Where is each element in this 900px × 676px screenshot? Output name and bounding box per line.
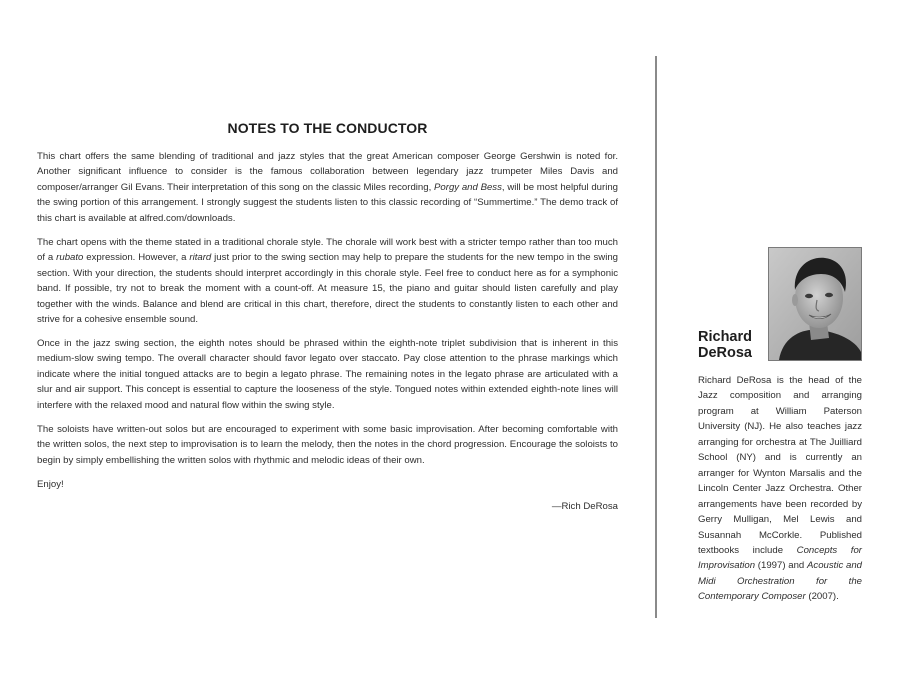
album-title: Porgy and Bess	[434, 181, 502, 193]
author-first-name: Richard	[698, 329, 752, 345]
bio-text-a: Richard DeRosa is the head of the Jazz composition and arranging program at William Paterson University (NJ). He also teaches jazz arranging for orchestra at The Juilliard School (NY) and is currently an arranger for Wynton Marsalis and the Lincoln Center Jazz Orchestra. Other arrangements have been recorded by Gerry Mulligan, Mel Lewis and Susannah McCorkle. Published textbooks include	[698, 375, 862, 556]
paragraph-1-text-a: This chart offers the same blending of traditional and jazz styles that the great American composer George Gershwin is noted for. Another significant influence to consider is the famous collaboration between legendary jazz trumpeter Miles Davis and composer/arranger Gil Evans. Their interpretation of this song on the classic Miles recording,	[37, 151, 618, 193]
bio-text-b: (1997) and	[755, 560, 807, 572]
author-name	[698, 329, 768, 361]
book-title-2: Acoustic and Midi Orchestration for the Contemporary Composer	[698, 560, 862, 603]
column-divider	[655, 56, 657, 618]
paragraph-3: Once in the jazz swing section, the eighth notes should be phrased within the eighth-note triplet subdivision that is inherent in this medium-slow swing tempo. The overall character should favor legato over staccato. Pay close attention to the phrase markings which indicate where the initial tongued attacks are to begin a legato phrase. The remaining notes in the legato phrase are articulated with a slur and air support. This concept is essential to capture the looseness of the style. Tongued notes within extended eighth-note lines will interfere with the relaxed mood and natural flow within the swing style.	[37, 337, 618, 411]
author-last-name: DeRosa	[698, 345, 752, 361]
paragraph-2-text-b: expression. However, a	[83, 252, 190, 264]
conductor-notes	[37, 120, 618, 512]
author-portrait-image	[769, 248, 861, 360]
rubato-term: rubato	[56, 252, 84, 264]
paragraph-1	[37, 149, 618, 226]
author-biography	[698, 373, 862, 605]
book-title-1: Concepts for Improvisation	[698, 544, 862, 572]
author-photo	[768, 247, 862, 361]
paragraph-4: The soloists have written-out solos but are encouraged to experiment with some basic improvisation. After becoming comfortable with the written solos, the next step to improvisation is to learn the melody, then the notes in the chord progression. Encourage the soloists to begin by simply embellishing the written solos with rhythmic and melodic ideas of their own.	[37, 423, 618, 466]
ritard-term: ritard	[189, 252, 212, 264]
paragraph-2	[37, 235, 618, 328]
bio-text-c: (2007).	[805, 591, 839, 603]
paragraph-2-text-a: The chart opens with the theme stated in a traditional chorale style. The chorale will work best with a stricter tempo rather than too much of a	[37, 236, 618, 264]
signature: —Rich DeRosa	[551, 500, 618, 512]
page-title: NOTES TO THE CONDUCTOR	[227, 120, 428, 136]
paragraph-1-text-b: , will be most helpful during the swing portion of this arrangement. I strongly suggest the students listen to this classic recording of “Summertime.” The demo track of this chart is available at alfred.com/downloads.	[37, 181, 619, 224]
paragraph-5: Enjoy!	[37, 478, 64, 490]
paragraph-2-text-c: just prior to the swing section may help to prepare the students for the new tempo in the swing section. With your direction, the students should interpret accordingly in this chorale style. Feel free to conduct here as for a symphonic band. If possible, try not to break the moment with a count-off. At measure 15, the piano and guitar should listen carefully and play together with the winds. Balance and blend are critical in this chart, therefore, direct the students to constantly listen to each other and strive for a cohesive ensemble sound.	[37, 252, 618, 326]
